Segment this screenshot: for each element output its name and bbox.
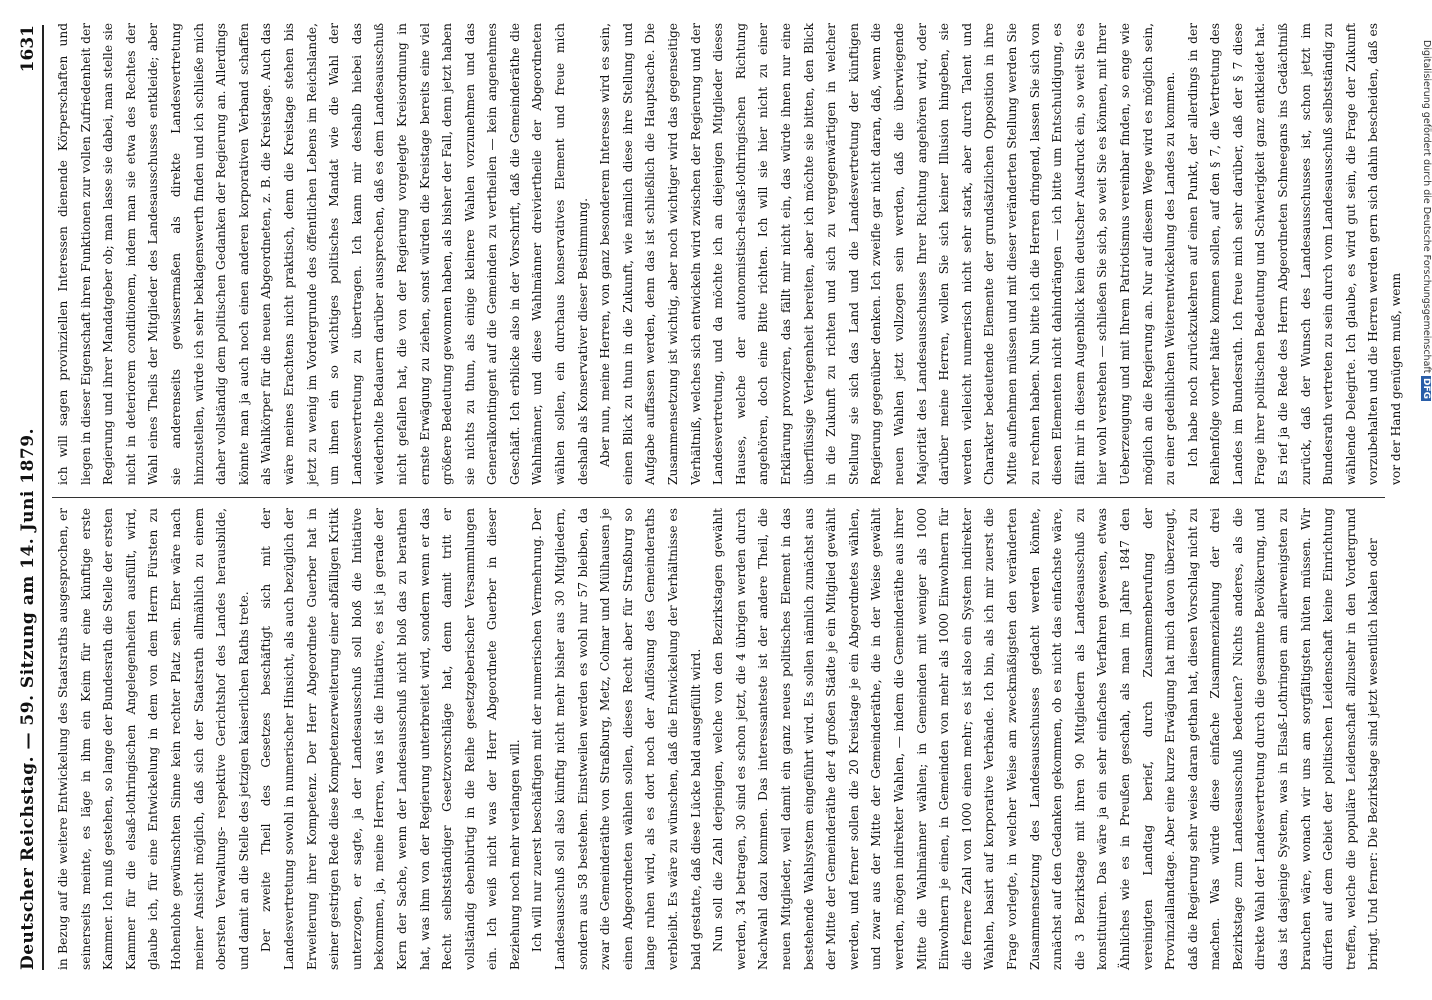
paragraph: Aber nun, meine Herren, von ganz besonderem Interesse wird es sein, einen Blick zu thun in die Zukunft, wie nämlich diese ihre Stellung und Aufgabe auffassen werden, denn das ist schließlich die Hauptsache. Die Zusammensetzung ist wichtig, aber noch wichtiger wird das gegenseitige Verhältniß, welches sich entwickeln wird zwischen der Regierung und der Landesvertretung, und da möchte ich an diejenigen Mitglieder dieses Hauses, welche der autonomistisch-elsaß-lothringischen Richtung angehören, doch eine Bitte richten. Ich will sie hier nicht zu einer Erklärung provoziren, das fällt mir nicht ein, das würde ihnen nur eine überflüssige Verlegenheit bereiten, aber ich möchte sie bitten, den Blick in die Zukunft zu richten und sich zu vergegenwärtigen in welcher Stellung sie sich das Land und die Landesvertretung der künftigen Regierung gegenüber denken. Ich zweifle gar nicht daran, daß, wenn die neuen Wahlen jetzt vollzogen sein werden, daß die überwiegende Majorität des Landesausschusses Ihrer Richtung angehören wird, oder darüber meine Herren, wollen Sie sich keiner Illusion hingeben, sie werden vielleicht numerisch nicht sehr stark, aber durch Talent und Charakter bedeutende Elemente der grundsätzlichen Opposition in ihre Mitte aufnehmen müssen und mit dieser veränderten Stellung werden Sie zu rechnen haben. Nun bitte ich die Herren dringend, lassen Sie sich von diesen Elementen nicht dahindrängen — ich bitte um Entschuldigung, es fällt mir in diesem Augenblick kein deutscher Ausdruck ein, so weit Sie es hier wohl verstehen — schließen Sie sich, so weit Sie es können, mit Ihrer Ueberzeugung und mit Ihrem Patriotismus vereinbar finden, so enge wie möglich an die Regierung an. Nur auf diesem Wege wird es möglich sein, zu einer gedeihlichen Weiterentwickelung des Landes zu kommen.	[598, 23, 1178, 485]
paragraph: Nun soll die Zahl derjenigen, welche von den Bezirkstagen gewählt werden, 34 betragen, 30 sind es schon jetzt, die 4 übrigen werden durch Nachwahl dazu kommen. Das interessanteste ist der andere Theil, die neuen Mitglieder, weil damit ein ganz neues politisches Element in das bestehende Wahlsystem eingeführt wird. Es sollen nämlich zunächst aus der Mitte der Gemeinderäthe der 4 großen Städte je ein Mitglied gewählt werden, und ferner sollen die 20 Kreistage je ein Abgeordnetes wählen, und zwar aus der Mitte der Gemeinderäthe, die in der Weise gewählt werden, mögen indirekter Wahlen, — indem die Gemeinderäthe aus ihrer Mitte die Wahlmänner wählen; in Gemeinden mit weniger als 1000 Einwohnern je einen, in Gemeinden von mehr als 1000 Einwohnern für die fernere Zahl von 1000 einen mehr; es ist also ein System indirekter Wahlen, basirt auf korporative Verbände. Ich bin, als ich mir zuerst die Frage vorlegte, in welcher Weise am zweckmäßigsten den veränderten Zusammensetzung des Landesausschusses gedacht werden könnte, zunächst auf den Gedanken gekommen, ob es nicht das einfachste wäre, die 3 Bezirkstage mit ihren 90 Mitgliedern als Landesausschuß zu konstituiren. Das wäre ja ein sehr einfaches Verfahren gewesen, etwas Ähnliches wie es in Preußen geschah, als man im Jahre 1847 den vereinigten Landtag berief, durch Zusammenberufung der Provinziallandtage. Aber eine kurze Erwägung hat mich davon überzeugt, daß die Regierung sehr weise daran gethan hat, diesen Vorschlag nicht zu machen. Was würde diese einfache Zusammenziehung der drei Bezirkstage zum Landesausschuß bedeuten? Nichts anderes, als die direkte Wahl der Landesvertretung durch die gesammte Bevölkerung, und das ist dasjenige System, was in Elsaß-Lothringen am allerwenigsten zu brauchen wäre, wonach wir uns am sorgfältigsten hüten müssen. Wir dürfen auf dem Gebiet der politischen Leidenschaft keine Einrichtung treffen, welche die populäre Leidenschaft allzusehr in den Vordergrund bringt. Und ferner: Die Bezirkstage sind jetzt wesentlich lokalen oder	[711, 508, 1381, 970]
paragraph: Ich habe noch zurückzukehren auf einen Punkt, der allerdings in der Reihenfolge vorher hätte kommen sollen, auf den § 7, die Vertretung des Landes im Bundesrath. Ich freue mich sehr darüber, daß der § 7 diese Frage ihrer politischen Bedeutung und Schwierigkeit ganz entkleidet hat. Es rief ja die Rede des Herrn Abgeordneten Schneegans ins Gedächtniß zurück, daß der Wunsch des Landesausschusses ist, schon jetzt im Bundesrath vertreten zu sein durch vom Landesausschuß selbstständig zu wählende Delegirte. Ich glaube, es wird gut sein, die Frage der Zukunft vorzubehalten und die Herren werden gern sich dahin bescheiden, daß es vor der Hand genügen muß, wenn	[1185, 23, 1404, 485]
paragraph: Der zweite Theil des Gesetzes beschäftigt sich mit der Landesvertretung sowohl in numerischer Hinsicht, als auch bezüglich der Erweiterung ihrer Kompetenz. Der Herr Abgeordnete Guerber hat in seiner gestrigen Rede diese Kompetenzerweiterung einer abfälligen Kritik unterzogen, er sagte, ja der Landesausschuß soll bloß die Initiative bekommen, ja, meine Herren, was ist die Initiative, es ist ja gerade der Kern der Sache, wenn der Landesausschuß nicht bloß das zu berathen hat, was ihm von der Regierung unterbreitet wird, sondern wenn er das Recht selbstständiger Gesetzvorschläge hat, denn damit tritt er vollständig ebenbürtig in die Reihe gesetzgeberischer Versammlungen ein. Ich weiß nicht was der Herr Abgeordnete Guerber in dieser Beziehung noch mehr verlangen will.	[259, 508, 522, 970]
page-number: 1631	[18, 25, 38, 73]
digitization-credit	[1418, 40, 1432, 960]
paragraph: in Bezug auf die weitere Entwickelung des Staatsraths ausgesprochen, er seinerseits meinte, es läge in ihm ein Keim für eine künftige erste Kammer. Ich muß gestehen, so lange der Bundesrath die Stelle der ersten Kammer für die elsaß-lothringischen Angelegenheiten ausfüllt, wird, glaube ich, für eine Entwickelung in dem von dem Herrn Fürsten zu Hohenlohe gewünschten Sinne kein rechter Platz sein. Eher wäre nach meiner Ansicht möglich, daß sich der Staatsrath allmählich zu einem obersten Verwaltungs- respektive Gerichtshof des Landes herausbilde, und damit an die Stelle des jetzigen kaiserlichen Raths trete.	[56, 508, 251, 970]
dfg-logo: DFG	[1421, 378, 1431, 400]
column-divider	[52, 497, 1385, 498]
rotated-page	[0, 5, 1404, 995]
paragraph: ich will sagen provinziellen Interessen dienende Körperschaften und liegen in dieser Eigenschaft ihren Funktionen zur vollen Zufriedenheit der Regierung und ihrer Mandatgeber ob; man lasse sie dabei, man stelle sie nicht in deteriorem conditionem, indem man sie etwa des Rechtes der Wahl eines Theils der Mitglieder des Landesausschusses entkleide; aber sie anderenseits gewissermaßen als direkte Landesvertretung hinzustellen, würde ich sehr beklagenswerth finden und ich schließe mich daher vollständig dem politischen Gedanken der Regierung an. Allerdings könnte man ja auch noch einen anderen korporativen Verband schaffen als Wahlkörper für die neuen Abgeordneten, z. B. die Kreistage. Auch das wäre meines Erachtens nicht praktisch, denn die Kreistage stehen bis jetzt zu wenig im Vordergrunde des öffentlichen Lebens im Reichslande, um ihnen ein so wichtiges politisches Mandat wie die Wahl der Landesvertretung zu übertragen. Ich kann mir deshalb hiebei das wiederholte Bedauern darüber aussprechen, daß es dem Landesausschuß nicht gefallen hat, die von der Regierung vorgelegte Kreisordnung in ernste Erwägung zu ziehen, sonst würden die Kreistage bereits eine viel größere Bedeutung gewonnen haben, als bisher der Fall, denn jetzt haben sie nichts zu thun, als einige kleinere Wahlen vorzunehmen und das Generalkontingent auf die Gemeinden zu vertheilen — kein angenehmes Geschäft. Ich erblicke also in der Vorschrift, daß die Gemeinderäthe die Wahlmänner, und diese Wahlmänner dreiviertheile der Abgeordneten wählen sollen, ein durchaus konservatives Element und freue mich deshalb als Konservativer dieser Bestimmung.	[56, 23, 590, 485]
text-column-left	[52, 508, 1385, 970]
page-header	[0, 25, 44, 970]
paragraph: Ich will nur zuerst beschäftigen mit der numerischen Vermehrung. Der Landesausschuß soll also künftig nicht mehr bisher aus 30 Mitgliedern, sondern aus 58 bestehen. Einstweilen werden es wohl nur 57 bleiben, da zwar die Gemeinderäthe von Straßburg, Metz, Colmar und Mülhausen je einen Abgeordneten wählen sollen, dieses Recht aber für Straßburg so lange ruhen wird, als es dort noch der Auflösung des Gemeinderaths verbleibt. Es wäre zu wünschen, daß die Entwickelung der Verhältnisse es bald gestatte, daß diese Lücke bald ausgefüllt wird.	[530, 508, 703, 970]
header-title: Deutscher Reichstag. — 59. Sitzung am 14. Juni 1879.	[18, 428, 38, 970]
credit-text: Digitalisierung gefördert durch die Deutsche Forschungsgemeinschaft	[1421, 40, 1432, 374]
text-column-right	[52, 23, 1404, 485]
